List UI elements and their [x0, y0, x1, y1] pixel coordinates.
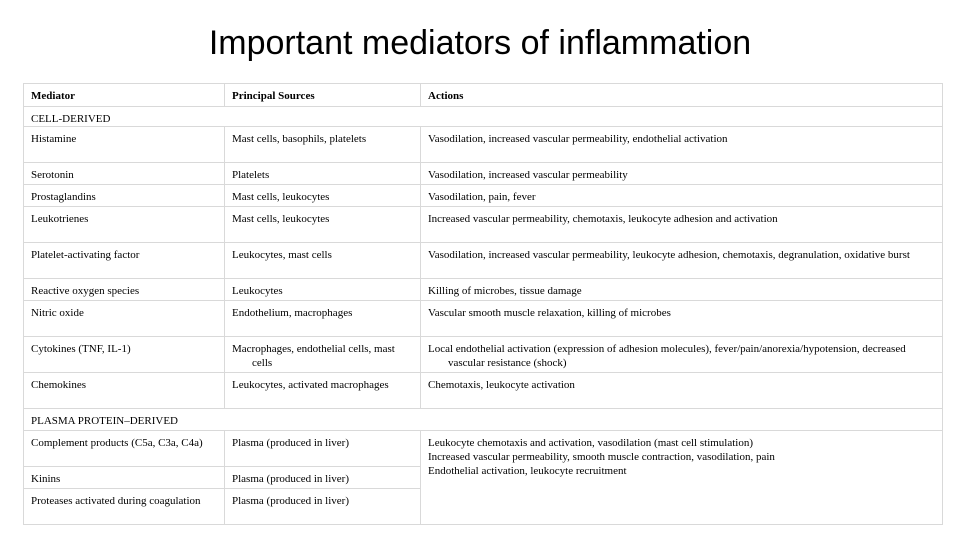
sources-cell: Mast cells, leukocytes [225, 185, 421, 207]
sources-cell: Endothelium, macrophages [225, 301, 421, 337]
mediator-cell: Histamine [24, 127, 225, 163]
actions-cell: Vasodilation, pain, fever [421, 185, 943, 207]
slide-title: Important mediators of inflammation [208, 24, 752, 62]
sources-cell: Plasma (produced in liver) [225, 431, 421, 467]
actions-cell: Chemotaxis, leukocyte activation [421, 373, 943, 409]
sources-cell: Leukocytes, mast cells [225, 243, 421, 279]
header-sources: Principal Sources [225, 84, 421, 107]
header-actions: Actions [421, 84, 943, 107]
mediator-cell: Cytokines (TNF, IL-1) [24, 337, 225, 373]
actions-cell: Increased vascular permeability, chemotaxis, leukocyte adhesion and activation [421, 207, 943, 243]
sources-cell: Platelets [225, 163, 421, 185]
actions-cell: Killing of microbes, tissue damage [421, 279, 943, 301]
mediator-cell: Kinins [24, 467, 225, 489]
actions-cell: Local endothelial activation (expression of adhesion molecules), fever/pain/anorexia/hypotension, decreased vascular resistance (shock) [421, 337, 943, 373]
sources-cell: Leukocytes [225, 279, 421, 301]
table-row [24, 207, 943, 243]
table-row [24, 431, 943, 467]
mediators-table [23, 83, 943, 525]
table-row [24, 163, 943, 185]
header-row [24, 84, 943, 107]
actions-cell: Vasodilation, increased vascular permeability, endothelial activation [421, 127, 943, 163]
mediator-cell: Reactive oxygen species [24, 279, 225, 301]
table-row [24, 243, 943, 279]
mediator-cell: Complement products (C5a, C3a, C4a) [24, 431, 225, 467]
header-mediator: Mediator [24, 84, 225, 107]
sources-cell: Plasma (produced in liver) [225, 467, 421, 489]
section-row-cell-derived [24, 107, 943, 127]
section-label: CELL-DERIVED [24, 107, 943, 127]
actions-line: Increased vascular permeability, smooth muscle contraction, vasodilation, pain [428, 451, 775, 463]
table-row [24, 373, 943, 409]
actions-line: Leukocyte chemotaxis and activation, vasodilation (mast cell stimulation) [428, 437, 754, 449]
section-row-plasma-protein-derived [24, 409, 943, 431]
table-row [24, 127, 943, 163]
actions-cell: Vasodilation, increased vascular permeability [421, 163, 943, 185]
sources-cell: Mast cells, leukocytes [225, 207, 421, 243]
mediator-cell: Platelet-activating factor [24, 243, 225, 279]
mediator-cell: Nitric oxide [24, 301, 225, 337]
table-row [24, 279, 943, 301]
sources-cell: Mast cells, basophils, platelets [225, 127, 421, 163]
mediator-cell: Chemokines [24, 373, 225, 409]
actions-cell: Vasodilation, increased vascular permeability, leukocyte adhesion, chemotaxis, degranulation, oxidative burst [421, 243, 943, 279]
sources-cell: Plasma (produced in liver) [225, 489, 421, 525]
actions-cell-merged [421, 431, 943, 525]
mediator-cell: Serotonin [24, 163, 225, 185]
mediator-cell: Leukotrienes [24, 207, 225, 243]
actions-line: Endothelial activation, leukocyte recruitment [428, 465, 627, 477]
actions-cell: Vascular smooth muscle relaxation, killing of microbes [421, 301, 943, 337]
table-row [24, 337, 943, 373]
section-label: PLASMA PROTEIN–DERIVED [24, 409, 943, 431]
mediator-cell: Prostaglandins [24, 185, 225, 207]
table-row [24, 301, 943, 337]
mediator-cell: Proteases activated during coagulation [24, 489, 225, 525]
sources-cell: Leukocytes, activated macrophages [225, 373, 421, 409]
table-row [24, 185, 943, 207]
sources-cell: Macrophages, endothelial cells, mast cells [225, 337, 421, 373]
